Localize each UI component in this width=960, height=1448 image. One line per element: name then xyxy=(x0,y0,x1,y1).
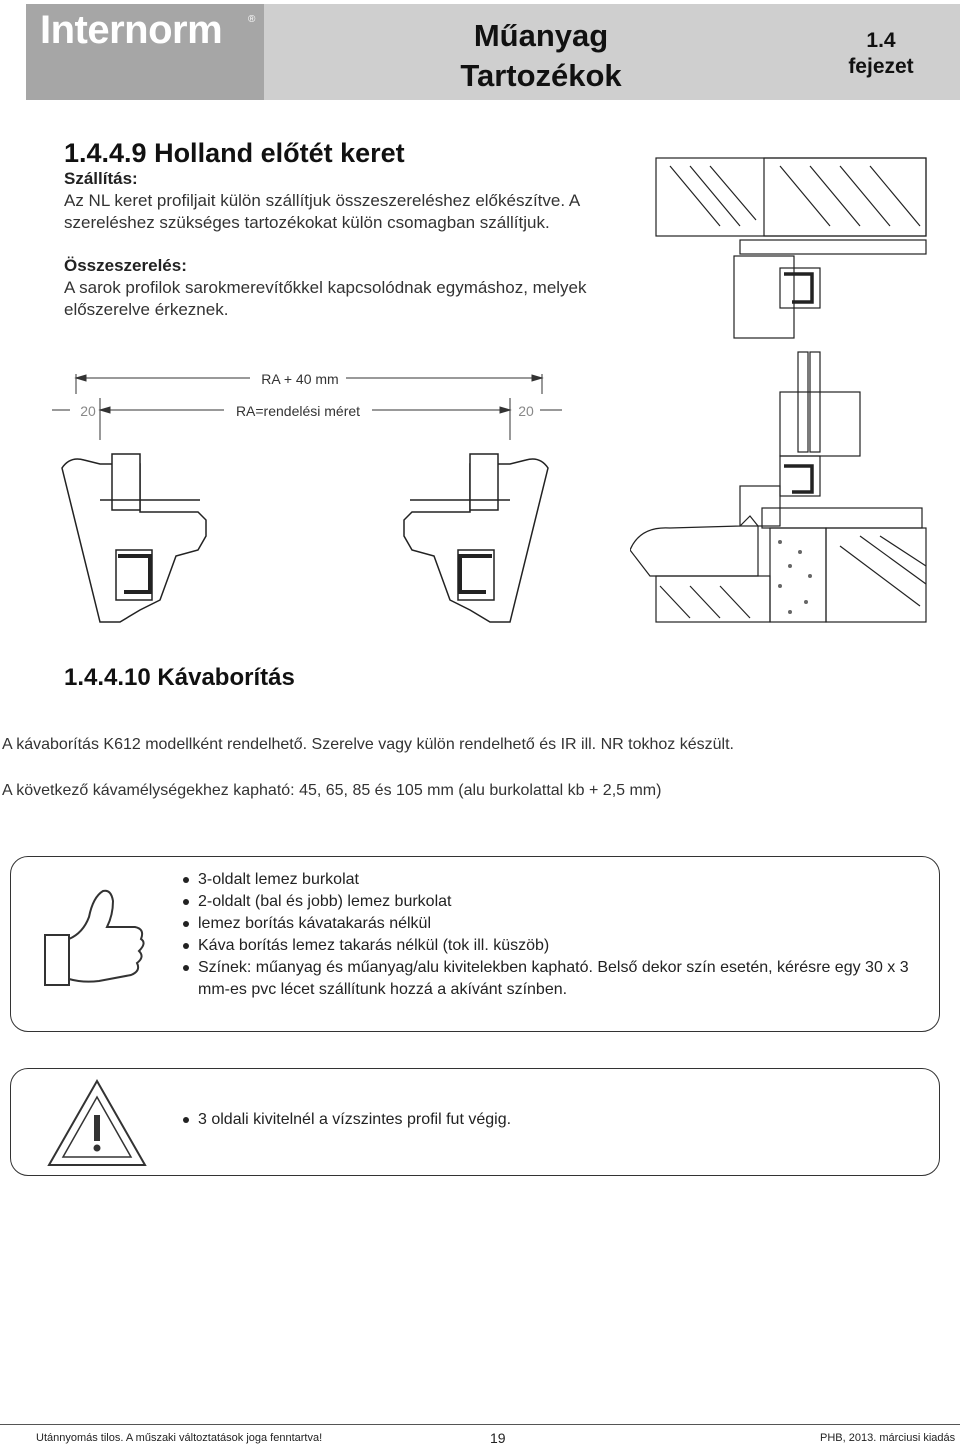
dimension-left-20: 20 xyxy=(80,403,96,419)
profile-section-drawing xyxy=(0,360,600,640)
dimension-right-20: 20 xyxy=(518,403,534,419)
tip-item: Káva borítás lemez takarás nélkül (tok ill. küszöb) xyxy=(183,935,923,957)
warning-list xyxy=(183,1109,923,1131)
header-title-line2: Tartozékok xyxy=(460,58,622,93)
warning-box xyxy=(10,1068,940,1176)
warning-icon xyxy=(45,1077,149,1169)
page-footer xyxy=(0,1424,960,1448)
wall-cross-section-drawing xyxy=(630,156,956,626)
thumbs-up-icon xyxy=(39,887,149,991)
tip-item: lemez borítás kávatakarás nélkül xyxy=(183,913,923,935)
tip-item: 2-oldalt (bal és jobb) lemez burkolat xyxy=(183,891,923,913)
assembly-text xyxy=(64,277,587,321)
assembly-line-2: előszerelve érkeznek. xyxy=(64,300,229,319)
registered-mark: ® xyxy=(248,14,256,25)
tip-box xyxy=(10,856,940,1032)
section-heading-holland: 1.4.4.9 Holland előtét keret xyxy=(64,138,405,168)
chapter-word: fejezet xyxy=(848,55,914,78)
chapter-label xyxy=(836,28,926,80)
section-heading-kava: 1.4.4.10 Kávaborítás xyxy=(64,664,295,691)
chapter-number: 1.4 xyxy=(866,29,896,52)
footer-divider xyxy=(0,1424,960,1425)
header-title-line1: Műanyag xyxy=(473,18,609,53)
tip-list xyxy=(183,869,923,1001)
delivery-text xyxy=(64,190,580,234)
footer-copyright: Utánnyomás tilos. A műszaki változtatások joga fenntartva! xyxy=(36,1432,323,1444)
dimension-ra: RA=rendelési méret xyxy=(235,403,361,419)
delivery-line-2: szereléshez szükséges tartozékokat külön csomagban szállítjuk. xyxy=(64,213,550,232)
left-profile-shape xyxy=(62,454,206,622)
page-number: 19 xyxy=(490,1430,506,1446)
tip-item: Színek: műanyag és műanyag/alu kivitelekben kapható. Belső dekor szín esetén, kérésre egy 30 x 3 mm-es pvc lécet szállítunk hozzá a akívánt színben. xyxy=(183,957,923,1001)
brand-block xyxy=(26,4,264,100)
dimension-ra40: RA + 40 mm xyxy=(261,371,339,387)
kava-paragraph-1: A kávaborítás K612 modellként rendelhető. Szerelve vagy külön rendelhető és IR ill. NR tokhoz készült. xyxy=(2,736,734,753)
brand-logo: Internorm xyxy=(40,8,223,52)
tip-item: 3-oldalt lemez burkolat xyxy=(183,869,923,891)
delivery-line-1: Az NL keret profiljait külön szállítjuk összeszereléshez előkészítve. A xyxy=(64,191,581,210)
header-title xyxy=(416,16,666,96)
assembly-label: Összeszerelés: xyxy=(64,256,187,275)
page-header xyxy=(26,4,960,100)
footer-edition: PHB, 2013. márciusi kiadás xyxy=(820,1432,956,1444)
right-profile-shape xyxy=(404,454,548,622)
kava-paragraph-2: A következő kávamélységekhez kapható: 45, 65, 85 és 105 mm (alu burkolattal kb + 2,5 mm) xyxy=(2,782,662,799)
delivery-label: Szállítás: xyxy=(64,169,138,188)
assembly-line-1: A sarok profilok sarokmerevítőkkel kapcsolódnak egymáshoz, melyek xyxy=(64,278,587,297)
warning-item: 3 oldali kivitelnél a vízszintes profil fut végig. xyxy=(183,1109,923,1131)
